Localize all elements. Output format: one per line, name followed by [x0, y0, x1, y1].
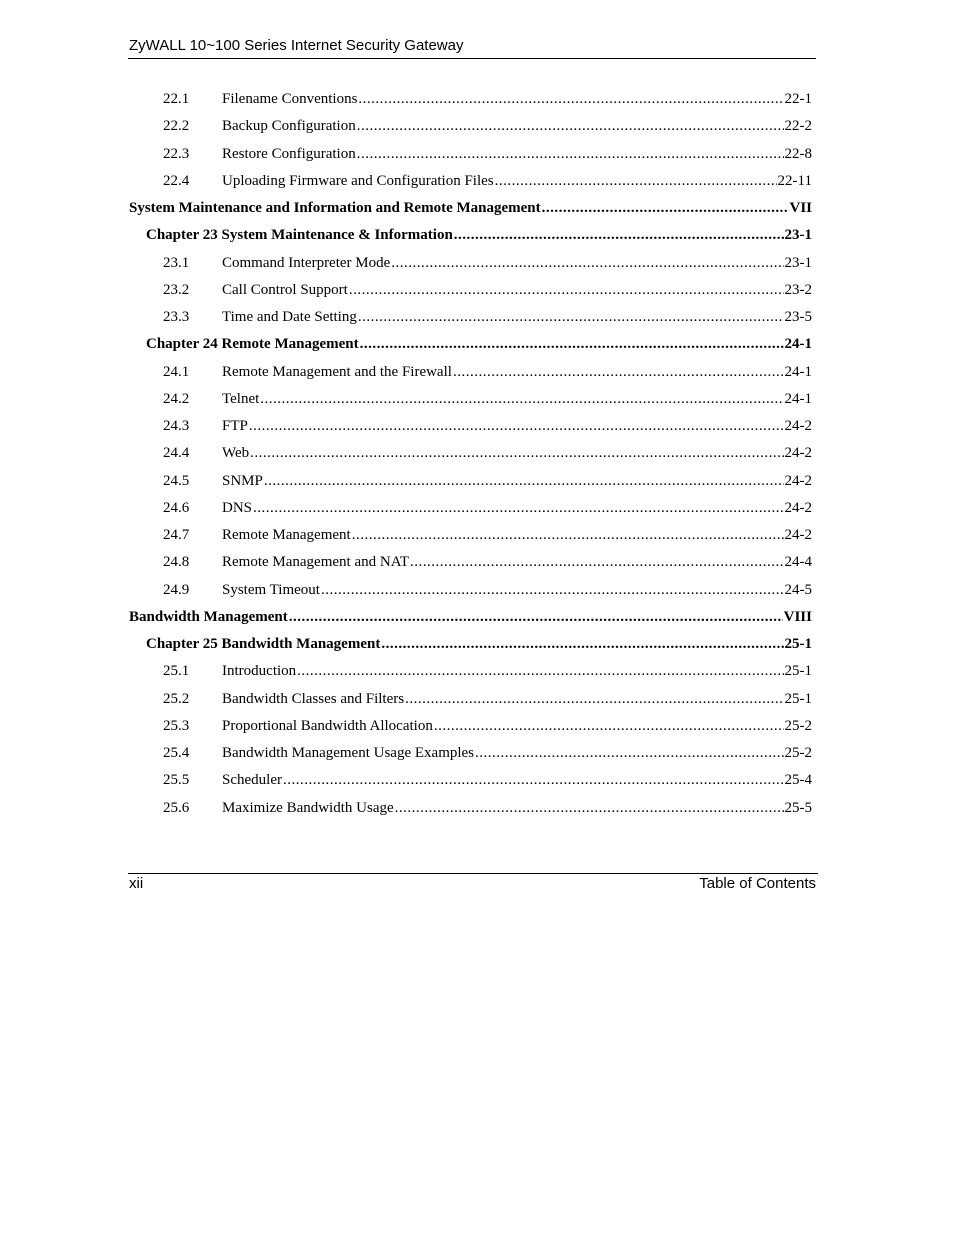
toc-dot-leader	[358, 91, 783, 108]
toc-section-number: 25.3	[163, 717, 190, 734]
toc-dot-leader	[357, 146, 784, 163]
toc-page-number: 24-2	[784, 445, 812, 462]
toc-section-number: 24.7	[163, 527, 190, 544]
toc-dot-leader	[352, 527, 784, 544]
toc-entry-chapter[interactable]	[129, 222, 812, 249]
toc-dot-leader	[434, 718, 784, 735]
toc-page-number: 25-2	[784, 717, 812, 734]
toc-dot-leader	[249, 418, 784, 435]
toc-dot-leader	[357, 118, 784, 135]
toc-entry-section[interactable]	[129, 686, 812, 713]
toc-entry-section[interactable]	[129, 359, 812, 386]
toc-section-number: 24.1	[163, 363, 190, 380]
toc-entry-title: SNMP	[222, 472, 263, 489]
toc-entry-section[interactable]	[129, 658, 812, 685]
toc-dot-leader	[250, 445, 783, 462]
toc-entry-title: Uploading Firmware and Configuration Files	[222, 172, 494, 189]
toc-section-number: 23.3	[163, 309, 190, 326]
toc-entry-section[interactable]	[129, 168, 812, 195]
toc-page-number: 25-4	[784, 772, 812, 789]
footer-page-number: xii	[129, 875, 144, 892]
toc-section-number: 25.6	[163, 799, 190, 816]
header-divider	[128, 58, 816, 59]
toc-entry-title: Telnet	[222, 390, 260, 407]
toc-section-number: 24.3	[163, 418, 190, 435]
toc-entry-chapter[interactable]	[129, 631, 812, 658]
toc-entry-section[interactable]	[129, 713, 812, 740]
toc-page-number: 24-2	[784, 527, 812, 544]
toc-entry-title: Bandwidth Classes and Filters	[222, 690, 405, 707]
toc-dot-leader	[475, 745, 783, 762]
toc-entry-title: Chapter 25 Bandwidth Management	[146, 636, 381, 653]
toc-section-number: 23.1	[163, 254, 190, 271]
toc-dot-leader	[358, 309, 784, 326]
toc-entry-title: Time and Date Setting	[222, 309, 357, 326]
toc-entry-section[interactable]	[129, 795, 812, 822]
toc-section-number: 24.9	[163, 581, 190, 598]
toc-page-number: 24-1	[784, 336, 812, 353]
toc-section-number: 25.1	[163, 663, 190, 680]
toc-entry-title: Call Control Support	[222, 281, 348, 298]
toc-entry-title: FTP	[222, 418, 248, 435]
toc-section-number: 25.4	[163, 745, 190, 762]
toc-entry-title: Scheduler	[222, 772, 282, 789]
toc-entry-section[interactable]	[129, 495, 812, 522]
toc-entry-part[interactable]	[129, 604, 812, 631]
toc-entry-title: Remote Management and NAT	[222, 554, 410, 571]
toc-entry-title: Introduction	[222, 663, 297, 680]
toc-page-number: 25-5	[784, 799, 812, 816]
toc-page-number: 25-1	[784, 636, 812, 653]
toc-dot-leader	[297, 663, 783, 680]
toc-entry-title: Web	[222, 445, 250, 462]
toc-page-number: 25-1	[784, 690, 812, 707]
toc-entry-section[interactable]	[129, 113, 812, 140]
toc-dot-leader	[381, 636, 783, 653]
toc-dot-leader	[283, 772, 784, 789]
toc-section-number: 24.8	[163, 554, 190, 571]
toc-dot-leader	[454, 227, 784, 244]
toc-page-number: 23-5	[784, 309, 812, 326]
toc-section-number: 22.3	[163, 145, 190, 162]
toc-entry-title: System Timeout	[222, 581, 320, 598]
toc-dot-leader	[253, 500, 783, 517]
footer-section-title: Table of Contents	[699, 875, 816, 892]
toc-entry-section[interactable]	[129, 413, 812, 440]
toc-entry-section[interactable]	[129, 767, 812, 794]
toc-entry-title: Remote Management	[222, 527, 351, 544]
toc-entry-section[interactable]	[129, 386, 812, 413]
toc-section-number: 23.2	[163, 281, 190, 298]
toc-entry-section[interactable]	[129, 250, 812, 277]
toc-entry-section[interactable]	[129, 522, 812, 549]
toc-entry-title: Remote Management and the Firewall	[222, 363, 452, 380]
toc-section-number: 25.2	[163, 690, 190, 707]
toc-page-number: 24-5	[784, 581, 812, 598]
toc-page-number: 22-1	[784, 91, 812, 108]
toc-dot-leader	[289, 609, 783, 626]
running-header: ZyWALL 10~100 Series Internet Security Gateway	[129, 37, 464, 54]
toc-entry-section[interactable]	[129, 740, 812, 767]
toc-dot-leader	[360, 336, 784, 353]
toc-page-number: 22-2	[784, 118, 812, 135]
toc-page-number: 23-2	[784, 281, 812, 298]
toc-page-number: 24-1	[784, 363, 812, 380]
toc-entry-chapter[interactable]	[129, 331, 812, 358]
toc-entry-section[interactable]	[129, 304, 812, 331]
toc-page-number: VII	[789, 200, 812, 217]
toc-page-number: 22-11	[777, 172, 812, 189]
toc-entry-section[interactable]	[129, 86, 812, 113]
toc-section-number: 24.4	[163, 445, 190, 462]
toc-dot-leader	[260, 391, 783, 408]
toc-entry-title: Bandwidth Management Usage Examples	[222, 745, 475, 762]
toc-dot-leader	[410, 554, 783, 571]
toc-section-number: 22.2	[163, 118, 190, 135]
table-of-contents	[129, 86, 812, 822]
toc-page-number: VIII	[783, 608, 812, 625]
toc-entry-section[interactable]	[129, 549, 812, 576]
toc-entry-section[interactable]	[129, 468, 812, 495]
toc-dot-leader	[349, 282, 784, 299]
toc-entry-title: System Maintenance and Information and Remote Management	[129, 200, 541, 217]
toc-entry-title: Chapter 23 System Maintenance & Information	[146, 227, 453, 244]
toc-page-number: 25-2	[784, 745, 812, 762]
toc-entry-title: Command Interpreter Mode	[222, 254, 391, 271]
toc-entry-title: Bandwidth Management	[129, 608, 288, 625]
toc-entry-section[interactable]	[129, 141, 812, 168]
toc-entry-title: Filename Conventions	[222, 91, 358, 108]
toc-page-number: 24-2	[784, 499, 812, 516]
toc-entry-title: Restore Configuration	[222, 145, 356, 162]
toc-entry-section[interactable]	[129, 577, 812, 604]
toc-section-number: 24.2	[163, 390, 190, 407]
toc-section-number: 24.6	[163, 499, 190, 516]
toc-page-number: 25-1	[784, 663, 812, 680]
toc-entry-part[interactable]	[129, 195, 812, 222]
toc-entry-section[interactable]	[129, 440, 812, 467]
toc-entry-section[interactable]	[129, 277, 812, 304]
toc-entry-title: Maximize Bandwidth Usage	[222, 799, 394, 816]
toc-section-number: 24.5	[163, 472, 190, 489]
toc-dot-leader	[264, 473, 784, 490]
toc-entry-title: DNS	[222, 499, 253, 516]
toc-page-number: 24-4	[784, 554, 812, 571]
toc-dot-leader	[542, 200, 789, 217]
toc-entry-title: Chapter 24 Remote Management	[146, 336, 359, 353]
toc-dot-leader	[395, 800, 784, 817]
toc-page-number: 24-1	[784, 390, 812, 407]
toc-page-number: 22-8	[784, 145, 812, 162]
toc-section-number: 22.1	[163, 91, 190, 108]
toc-dot-leader	[321, 582, 784, 599]
footer-divider	[128, 873, 818, 874]
toc-dot-leader	[405, 691, 783, 708]
toc-entry-title: Backup Configuration	[222, 118, 356, 135]
toc-dot-leader	[495, 173, 777, 190]
toc-section-number: 22.4	[163, 172, 190, 189]
toc-page-number: 24-2	[784, 418, 812, 435]
toc-section-number: 25.5	[163, 772, 190, 789]
toc-dot-leader	[453, 364, 784, 381]
toc-dot-leader	[391, 255, 783, 272]
toc-page-number: 23-1	[784, 254, 812, 271]
toc-entry-title: Proportional Bandwidth Allocation	[222, 717, 433, 734]
toc-page-number: 23-1	[784, 227, 812, 244]
toc-page-number: 24-2	[784, 472, 812, 489]
